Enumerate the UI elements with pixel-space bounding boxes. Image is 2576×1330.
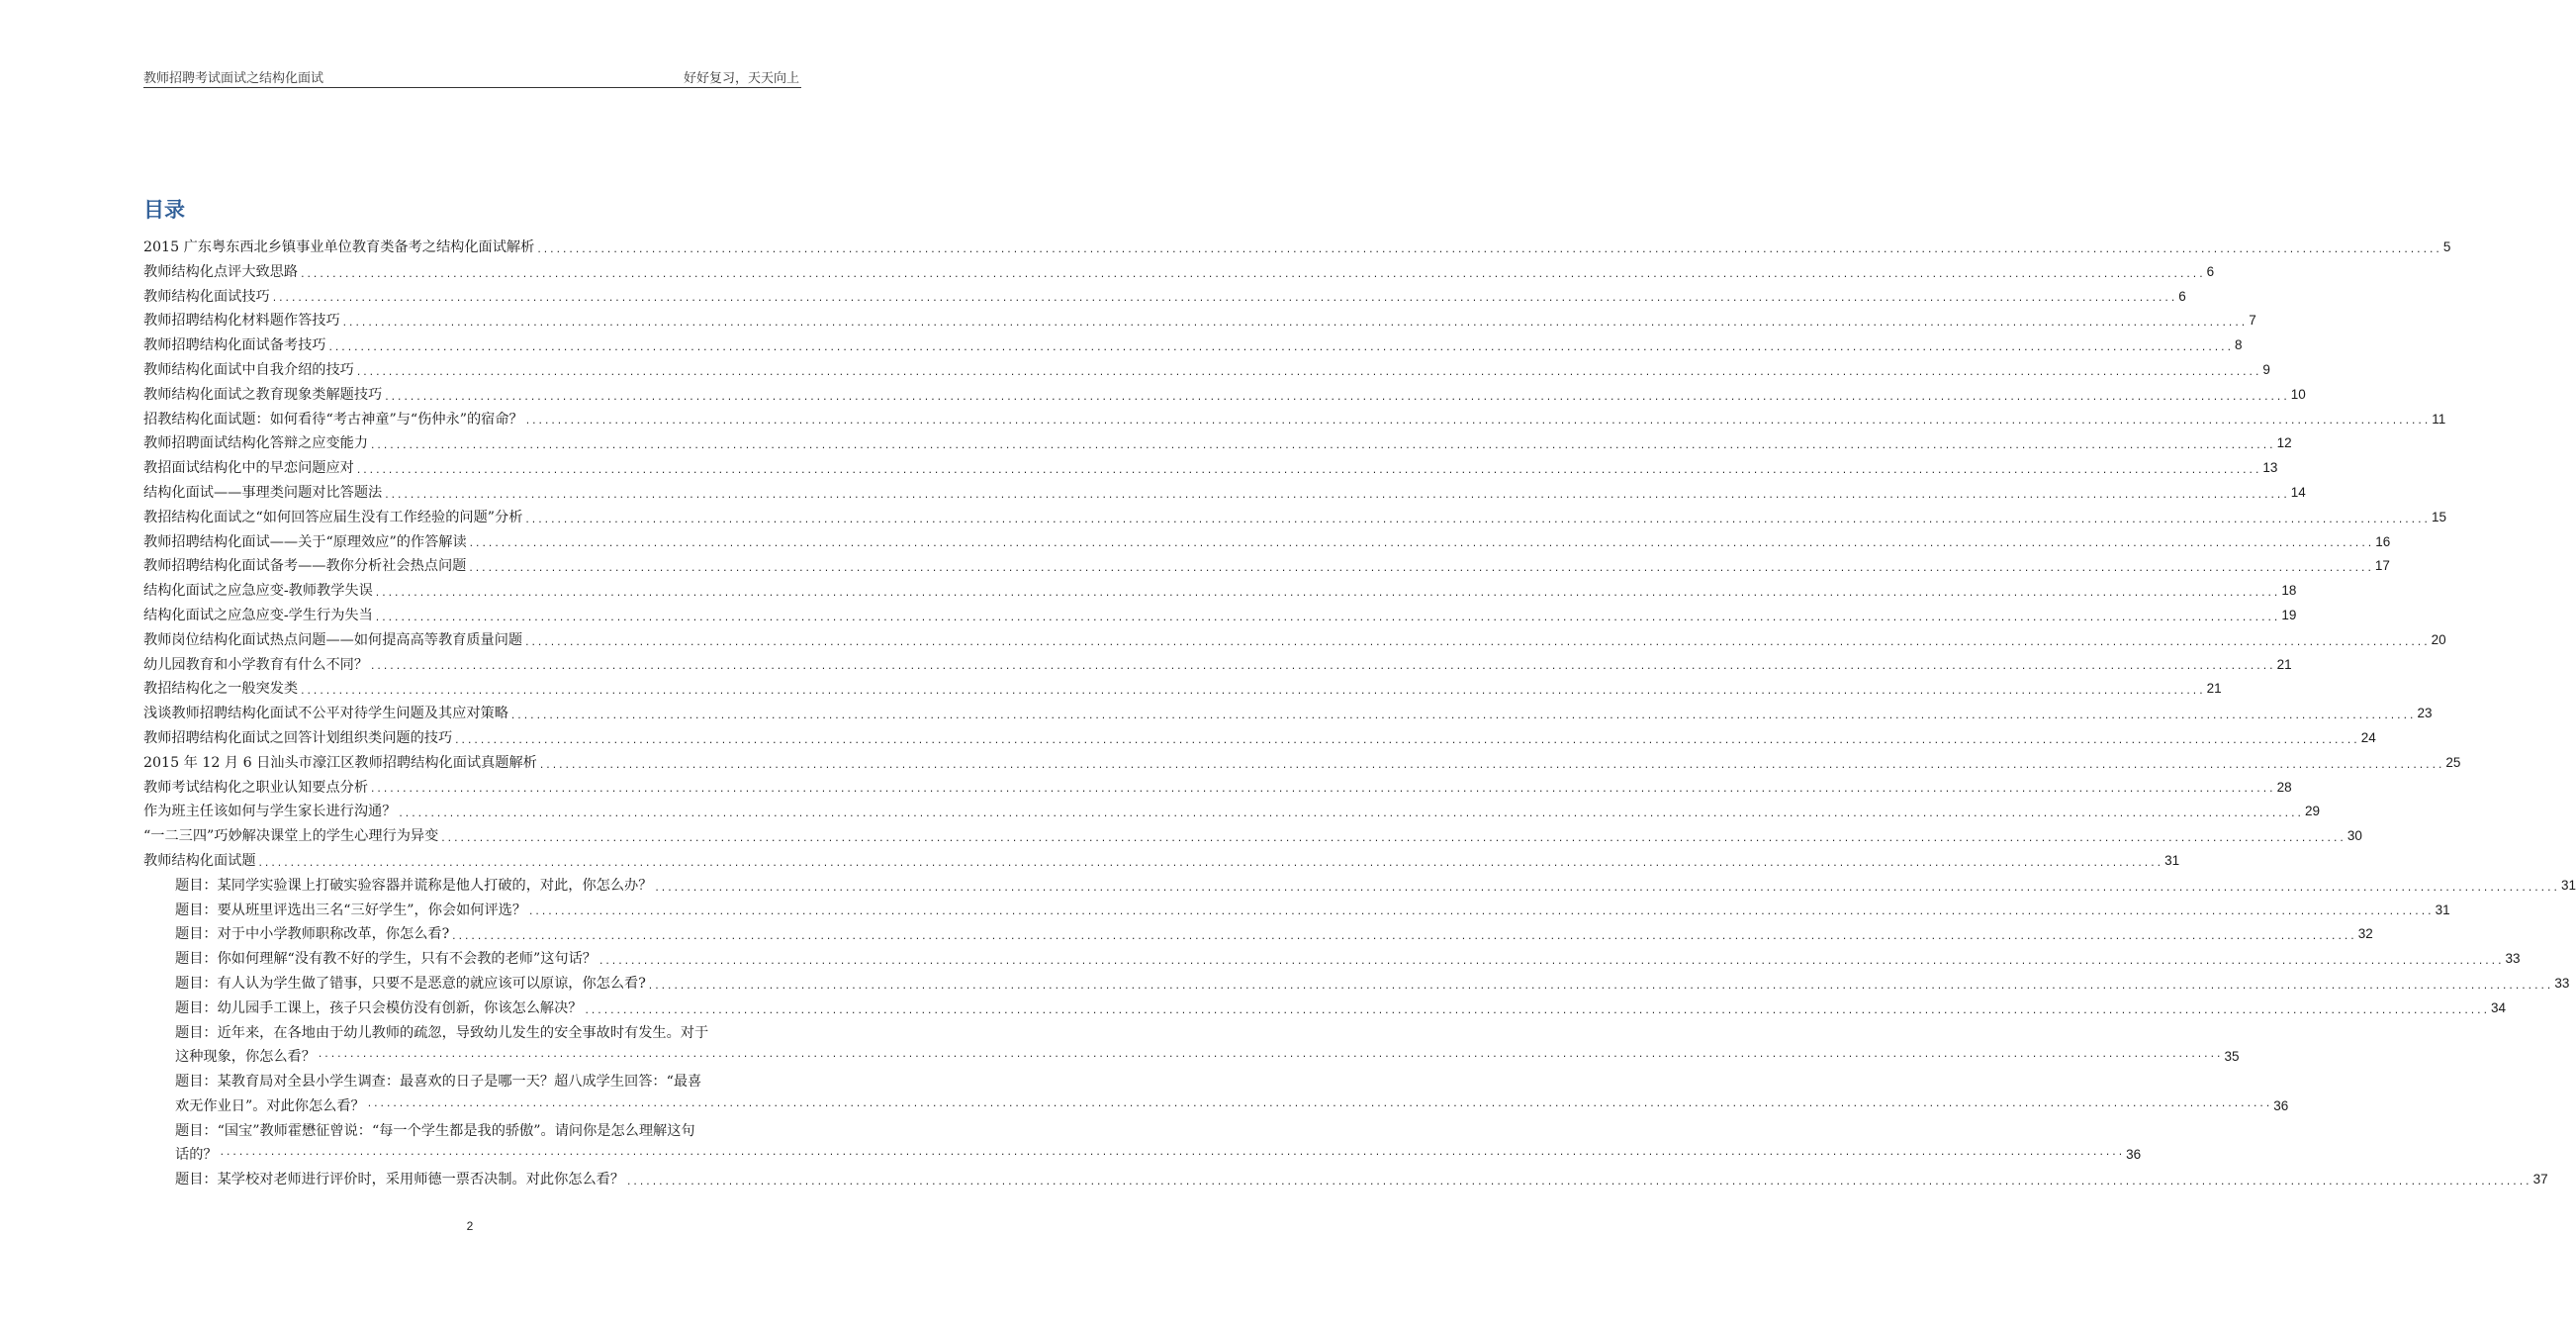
dot-leader: ............................................................................................................................................................................................................................................................................................................ (524, 515, 2430, 525)
toc-entry-page: 32 (2357, 926, 2373, 942)
dot-leader: ............................................................................................................................................................................................................................................................................................................ (366, 1098, 2272, 1109)
toc-entry-page: 33 (2505, 951, 2521, 967)
toc-entry-label: 教师招聘结构化面试备考——教你分析社会热点问题 (143, 558, 467, 575)
toc-entry-label: 教师岗位结构化面试热点问题——如何提高高等教育质量问题 (143, 631, 523, 648)
toc-entry-label: 结构化面试之应急应变-学生行为失当 (143, 607, 373, 623)
toc-entry[interactable] (143, 456, 2278, 481)
dot-leader: ............................................................................................................................................................................................................................................................................................................ (384, 490, 2289, 501)
dot-leader: ............................................................................................................................................................................................................................................................................................................ (454, 735, 2359, 746)
toc-entry-label: 教招结构化之一般突发类 (143, 681, 299, 698)
toc-sub-entry-label: 题目：某学校对老师进行评价时，采用师德一票否决制。对此你怎么看？ (175, 1172, 625, 1188)
toc-entry-page: 13 (2262, 460, 2278, 476)
toc-entry-label: 幼儿园教育和小学教育有什么不同？ (143, 656, 369, 673)
toc-sub-entry[interactable] (143, 947, 2521, 972)
footer-page-number: 2 (466, 1219, 474, 1233)
dot-leader: ............................................................................................................................................................................................................................................................................................................ (451, 932, 2356, 943)
toc-entry-page: 12 (2276, 435, 2292, 451)
toc-entry-page: 33 (2554, 975, 2570, 991)
dot-leader: ............................................................................................................................................................................................................................................................................................................ (536, 244, 2441, 255)
dot-leader: ............................................................................................................................................................................................................................................................................................................ (440, 833, 2346, 844)
toc-entry[interactable] (143, 702, 2433, 726)
dot-leader: ............................................................................................................................................................................................................................................................................................................ (317, 1050, 2223, 1061)
toc-entry[interactable] (143, 285, 2186, 310)
dot-leader: ............................................................................................................................................................................................................................................................................................................ (257, 858, 2163, 869)
toc-entry-label: 教师结构化面试技巧 (143, 288, 270, 305)
toc-entry-page: 36 (2273, 1097, 2289, 1113)
toc-entry-page: 18 (2281, 583, 2297, 599)
toc-sub-entry-line1: 题目：“国宝”教师霍懋征曾说：“每一个学生都是我的骄傲”。请问你是怎么理解这句 (175, 1122, 695, 1139)
toc-sub-entry[interactable] (143, 1168, 2548, 1192)
toc-entry-label: 教师招聘结构化面试——关于“原理效应”的作答解读 (143, 533, 467, 550)
toc-sub-entry-line2: 话的？ (175, 1147, 218, 1164)
toc-sub-entry[interactable] (143, 1070, 2289, 1119)
toc-entry-page: 7 (2249, 313, 2256, 329)
dot-leader: ............................................................................................................................................................................................................................................................................................................ (355, 367, 2261, 378)
dot-leader: ............................................................................................................................................................................................................................................................................................................ (374, 613, 2280, 623)
toc-entry[interactable] (143, 333, 2243, 358)
dot-leader: ............................................................................................................................................................................................................................................................................................................ (300, 687, 2205, 698)
toc-entry-page: 31 (2435, 902, 2450, 917)
toc-entry[interactable] (143, 579, 2297, 604)
toc-entry-page: 21 (2206, 681, 2222, 697)
toc-entry-page: 9 (2262, 361, 2270, 377)
toc-entry[interactable] (143, 800, 2320, 824)
header-motto: 好好复习，天天向上 (683, 71, 799, 86)
toc-sub-entry-line2: 欢无作业日”。对此你怎么看？ (175, 1097, 365, 1114)
toc-entry-page: 34 (2491, 999, 2507, 1015)
toc-entry-label: 教师结构化点评大致思路 (143, 263, 299, 280)
toc-entry[interactable] (143, 431, 2292, 456)
toc-entry-page: 31 (2164, 852, 2180, 868)
dot-leader: ............................................................................................................................................................................................................................................................................................................ (584, 1005, 2489, 1016)
dot-leader: ............................................................................................................................................................................................................................................................................................................ (384, 392, 2289, 403)
toc-entry-page: 35 (2224, 1049, 2240, 1065)
dot-leader: ............................................................................................................................................................................................................................................................................................................ (370, 662, 2275, 673)
dot-leader: ............................................................................................................................................................................................................................................................................................................ (374, 588, 2280, 599)
toc-entry-page: 21 (2276, 656, 2292, 672)
dot-leader: ............................................................................................................................................................................................................................................................................................................ (341, 319, 2248, 330)
toc-sub-entry[interactable] (143, 972, 2570, 997)
toc-entry-label: 教师结构化面试题 (143, 852, 256, 869)
dot-leader: ............................................................................................................................................................................................................................................................................................................ (271, 294, 2177, 305)
toc-entry-page: 6 (2206, 263, 2215, 279)
toc-entry-label: 2015 年 12 月 6 日汕头市濠江区教师招聘结构化面试真题解析 (143, 754, 537, 771)
toc-entry-page: 14 (2290, 484, 2306, 500)
toc-entry[interactable] (143, 751, 2461, 776)
toc-entry[interactable] (143, 530, 2391, 555)
toc-entry[interactable] (143, 726, 2376, 751)
toc-sub-entry[interactable] (143, 997, 2507, 1021)
toc-entry-page: 15 (2431, 509, 2446, 524)
toc-sub-entry[interactable] (143, 1021, 2240, 1071)
toc-title: 目录 (143, 198, 185, 222)
toc-entry-page: 16 (2375, 533, 2391, 549)
toc-entry-label: “一二三四”巧妙解决课堂上的学生心理行为异变 (143, 828, 439, 845)
dot-leader: ............................................................................................................................................................................................................................................................................................................ (598, 956, 2504, 967)
toc-entry-label: 结构化面试——事理类问题对比答题法 (143, 484, 383, 501)
toc-sub-entry-label: 题目：你如何理解“没有教不好的学生，只有不会教的老师”这句话？ (175, 951, 597, 968)
toc-entry-page: 24 (2360, 729, 2376, 745)
toc-entry-page: 5 (2442, 239, 2451, 254)
dot-leader: ............................................................................................................................................................................................................................................................................................................ (468, 539, 2374, 550)
toc-entry-page: 6 (2178, 288, 2186, 304)
toc-entry-page: 11 (2432, 411, 2446, 427)
toc-entry[interactable] (143, 383, 2306, 408)
toc-entry[interactable] (143, 554, 2390, 579)
dot-leader: ............................................................................................................................................................................................................................................................................................................ (524, 417, 2431, 428)
toc-entry[interactable] (143, 776, 2292, 801)
toc-entry-label: 教师结构化面试中自我介绍的技巧 (143, 361, 354, 378)
toc-entry[interactable] (143, 236, 2451, 260)
toc-entry-label: 结构化面试之应急应变-教师教学失误 (143, 583, 373, 600)
toc-entry-label: 教师招聘结构化面试备考技巧 (143, 337, 326, 354)
toc-entry-label: 浅谈教师招聘结构化面试不公平对待学生问题及其应对策略 (143, 706, 508, 722)
toc-entry-label: 教师招聘结构化材料题作答技巧 (143, 313, 340, 330)
toc-entry[interactable] (143, 358, 2270, 383)
toc-entry[interactable] (143, 506, 2446, 530)
toc-entry-page: 20 (2431, 631, 2446, 647)
toc-entry-label: 2015 广东粤东西北乡镇事业单位教育类备考之结构化面试解析 (143, 239, 535, 255)
dot-leader: ............................................................................................................................................................................................................................................................................................................ (398, 809, 2303, 820)
toc-entry-label: 教师招聘面试结构化答辩之应变能力 (143, 435, 369, 452)
toc-entry-label: 教师结构化面试之教育现象类解题技巧 (143, 386, 383, 403)
dot-leader: ............................................................................................................................................................................................................................................................................................................ (528, 907, 2434, 918)
toc-entry[interactable] (143, 677, 2222, 702)
toc-entry[interactable] (143, 309, 2256, 333)
toc-entry-page: 30 (2346, 828, 2362, 844)
toc-entry-page: 17 (2374, 558, 2390, 574)
toc-sub-entry[interactable] (143, 874, 2576, 899)
toc-sub-entry[interactable] (143, 899, 2450, 923)
toc-entry-page: 37 (2532, 1172, 2548, 1188)
toc-entry-page: 19 (2281, 607, 2297, 622)
toc-entry[interactable] (143, 481, 2306, 506)
toc-entry-page: 31 (2560, 877, 2576, 893)
dot-leader: ............................................................................................................................................................................................................................................................................................................ (647, 981, 2553, 992)
toc-sub-entry-label: 题目：对于中小学教师职称改革，你怎么看? (175, 926, 450, 943)
dot-leader: ............................................................................................................................................................................................................................................................................................................ (509, 711, 2416, 721)
toc-entry[interactable] (143, 260, 2215, 285)
toc-entry[interactable] (143, 628, 2446, 653)
toc-sub-entry-label: 题目：有人认为学生做了错事，只要不是恶意的就应该可以原谅，你怎么看? (175, 975, 646, 992)
header-title: 教师招聘考试面试之结构化面试 (143, 71, 324, 86)
dot-leader: ............................................................................................................................................................................................................................................................................................................ (370, 785, 2275, 796)
page-header (143, 65, 801, 88)
toc-sub-entry[interactable] (143, 922, 2373, 947)
toc-entry-label: 招教结构化面试题：如何看待“考古神童”与“伤仲永”的宿命？ (143, 411, 523, 428)
toc-entry-label: 教招面试结构化中的早恋问题应对 (143, 460, 354, 477)
toc-entry-page: 28 (2276, 779, 2292, 795)
dot-leader: ............................................................................................................................................................................................................................................................................................................ (300, 269, 2205, 280)
toc-sub-entry-label: 题目：要从班里评选出三名“三好学生”，你会如何评选？ (175, 902, 527, 918)
dot-leader: ............................................................................................................................................................................................................................................................................................................ (524, 637, 2430, 648)
toc-entry-page: 10 (2290, 386, 2306, 402)
toc-sub-entry-label: 题目：幼儿园手工课上，孩子只会模仿没有创新，你该怎么解决？ (175, 999, 583, 1016)
dot-leader: ............................................................................................................................................................................................................................................................................................................ (355, 465, 2261, 476)
toc-entry-page: 36 (2126, 1147, 2142, 1163)
dot-leader: ............................................................................................................................................................................................................................................................................................................ (626, 1178, 2531, 1188)
toc-entry-page: 8 (2235, 337, 2243, 353)
toc-entry[interactable] (143, 824, 2362, 849)
dot-leader: ............................................................................................................................................................................................................................................................................................................ (654, 883, 2559, 894)
toc-sub-entry-line1: 题目：某教育局对全县小学生调查：最喜欢的日子是哪一天？超八成学生回答：“最喜 (175, 1074, 702, 1091)
toc-entry[interactable] (143, 408, 2446, 432)
toc-entry-page: 23 (2417, 706, 2433, 721)
dot-leader: ............................................................................................................................................................................................................................................................................................................ (370, 441, 2275, 452)
dot-leader: ............................................................................................................................................................................................................................................................................................................ (219, 1148, 2125, 1159)
dot-leader: ............................................................................................................................................................................................................................................................................................................ (468, 564, 2373, 575)
toc-entry-page: 29 (2304, 804, 2320, 819)
toc-sub-entry[interactable] (143, 1119, 2142, 1169)
dot-leader: ............................................................................................................................................................................................................................................................................................................ (538, 760, 2444, 771)
dot-leader: ............................................................................................................................................................................................................................................................................................................ (327, 342, 2233, 353)
toc-entry-page: 25 (2445, 754, 2461, 770)
toc-entry-label: 作为班主任该如何与学生家长进行沟通？ (143, 804, 397, 820)
toc-entry[interactable] (143, 653, 2292, 678)
toc-entry-label: 教师考试结构化之职业认知要点分析 (143, 779, 369, 796)
table-of-contents (143, 236, 2576, 1192)
toc-entry[interactable] (143, 849, 2180, 874)
toc-sub-entry-line2: 这种现象，你怎么看？ (175, 1049, 316, 1066)
toc-sub-entry-line1: 题目：近年来，在各地由于幼儿教师的疏忽，导致幼儿发生的安全事故时有发生。对于 (175, 1024, 709, 1041)
toc-sub-entry-label: 题目：某同学实验课上打破实验容器并谎称是他人打破的，对此，你怎么办？ (175, 877, 653, 894)
toc-entry[interactable] (143, 604, 2297, 628)
toc-entry-label: 教师招聘结构化面试之回答计划组织类问题的技巧 (143, 729, 453, 746)
toc-entry-label: 教招结构化面试之“如何回答应届生没有工作经验的问题”分析 (143, 509, 523, 525)
